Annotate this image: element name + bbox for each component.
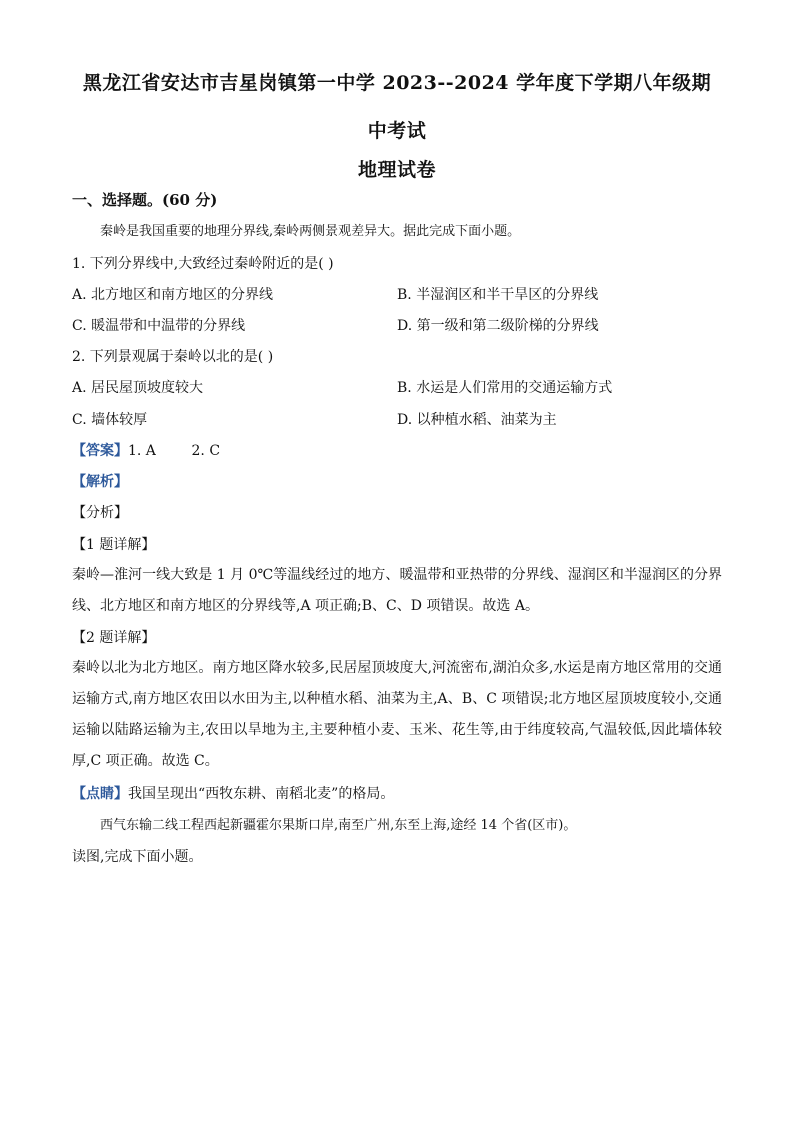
fenxi-tag: 【分析】 — [72, 505, 128, 521]
answer-line — [72, 441, 220, 461]
section-intro: 秦岭是我国重要的地理分界线,秦岭两侧景观差异大。据此完成下面小题。 — [100, 224, 521, 239]
question-2-option-a: A. 居民屋顶坡度较大 — [72, 380, 204, 396]
question-1-option-d: D. 第一级和第二级阶梯的分界线 — [397, 318, 599, 334]
detail-2-tag: 【2 题详解】 — [72, 630, 156, 646]
question-2-option-b: B. 水运是人们常用的交通运输方式 — [397, 380, 613, 396]
question-1-option-c: C. 暖温带和中温带的分界线 — [72, 318, 246, 334]
dianjing-line — [72, 784, 394, 804]
question-1-option-a: A. 北方地区和南方地区的分界线 — [72, 287, 274, 303]
question-2-option-c: C. 墙体较厚 — [72, 412, 148, 428]
answer-tag: 【答案】 — [72, 443, 128, 459]
dianjing-tag: 【点睛】 — [72, 786, 128, 802]
dianjing-text: 我国呈现出“西牧东耕、南稻北麦”的格局。 — [128, 786, 395, 802]
read-map-instruction: 读图,完成下面小题。 — [72, 849, 203, 865]
exam-subtitle: 地理试卷 — [357, 159, 436, 181]
section-heading: 一、选择题。(60 分) — [72, 191, 218, 209]
detail-1-text: 秦岭—淮河一线大致是 1 月 0℃等温线经过的地方、暖温带和亚热带的分界线、湿润区和半湿润区的分界线、北方地区和南方地区的分界线等,A 项正确;B、C、D 项错误。故选 A。 — [72, 567, 722, 614]
detail-2-text: 秦岭以北为北方地区。南方地区降水较多,民居屋顶坡度大,河流密布,湖泊众多,水运是南方地区常用的交通运输方式,南方地区农田以水田为主,以种植水稻、油菜为主,A、B、C 项错误;北方地区屋顶坡度较小,交通运输以陆路运输为主,农田以旱地为主,主要种植小麦、玉米、花生等,由于纬度较高,气温较低,因此墙体较厚,C 项正确。故选 C。 — [72, 660, 722, 769]
question-1-stem: 1. 下列分界线中,大致经过秦岭附近的是( ) — [72, 256, 334, 272]
question-2-stem: 2. 下列景观属于秦岭以北的是( ) — [72, 349, 274, 365]
intro-2: 西气东输二线工程西起新疆霍尔果斯口岸,南至广州,东至上海,途经 14 个省(区市)。 — [100, 818, 577, 833]
question-2-option-d: D. 以种植水稻、油菜为主 — [397, 412, 557, 428]
detail-1-tag: 【1 题详解】 — [72, 537, 156, 553]
analysis-tag: 【解析】 — [72, 474, 128, 490]
answer-text: 1. A 2. C — [128, 443, 221, 459]
question-1-option-b: B. 半湿润区和半干旱区的分界线 — [397, 287, 599, 303]
title-line-2: 中考试 — [367, 120, 427, 142]
title-line-1: 黑龙江省安达市吉星岗镇第一中学 2023--2024 学年度下学期八年级期 — [82, 72, 712, 94]
